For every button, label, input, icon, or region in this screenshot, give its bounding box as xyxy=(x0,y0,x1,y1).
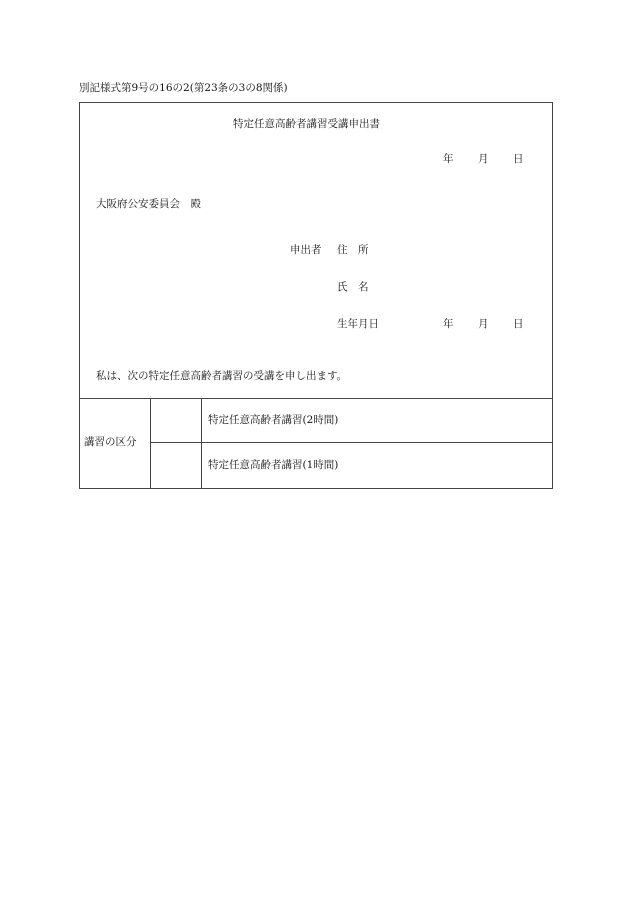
date-month-label: 月 xyxy=(478,153,489,165)
date-day-label: 日 xyxy=(513,153,524,165)
form-number-caption: 別記様式第9号の16の2(第23条の3の8関係) xyxy=(79,82,288,94)
applicant-label: 申出者 xyxy=(290,244,322,256)
date-year-label: 年 xyxy=(443,153,454,165)
birth-month-label: 月 xyxy=(478,318,489,330)
course-option-2h: 特定任意高齢者講習(2時間) xyxy=(208,414,339,426)
addressee: 大阪府公安委員会 殿 xyxy=(96,198,201,210)
course-option-1h: 特定任意高齢者講習(1時間) xyxy=(208,459,339,471)
application-statement: 私は、次の特定任意高齢者講習の受講を申し出ます。 xyxy=(96,370,348,382)
table-row-divider xyxy=(150,442,552,443)
table-divider-checkbox xyxy=(201,398,202,488)
birth-year-label: 年 xyxy=(443,318,454,330)
course-option-1h-checkbox-cell[interactable] xyxy=(151,443,201,487)
form-title: 特定任意高齢者講習受講申出書 xyxy=(233,118,380,130)
birthdate-label: 生年月日 xyxy=(337,318,379,330)
name-label: 氏 名 xyxy=(337,281,369,293)
course-option-2h-checkbox-cell[interactable] xyxy=(151,399,201,442)
course-category-label: 講習の区分 xyxy=(84,436,137,448)
birth-day-label: 日 xyxy=(513,318,524,330)
address-label: 住 所 xyxy=(337,244,369,256)
